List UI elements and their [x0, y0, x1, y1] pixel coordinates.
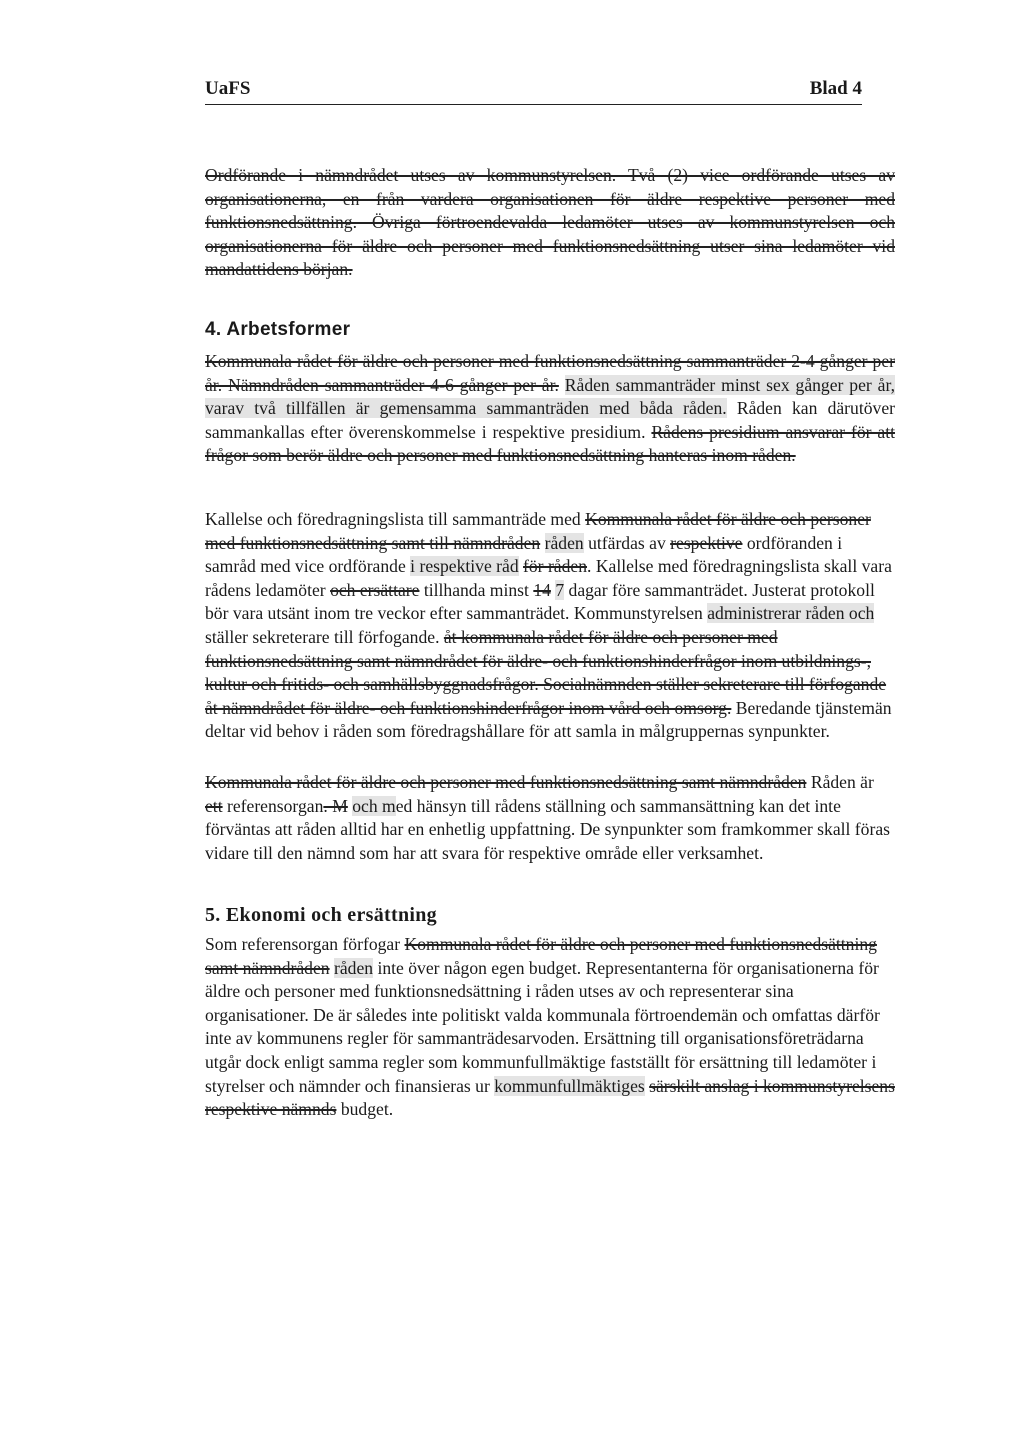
body-text: Kallelse och föredragningslista till sammanträde med [205, 509, 586, 529]
deleted-text: och ersättare [330, 579, 420, 600]
deleted-text: . M [323, 795, 348, 816]
highlighted-text: i respektive råd [410, 556, 519, 577]
deleted-text: Rådens presidium ansvarar för att frågor som berör äldre och personer med funktionsnedsättning hanteras inom råden. [205, 421, 895, 466]
body-text: inte över någon egen budget. Representanterna för organisationerna för äldre och personer med funktionsnedsättning i råden utses av och representerar sina organisationer. De är således inte politiskt valda kommunala förtroendemän och omfattas därför inte av kommunens regler för sammanträdesarvoden. Ersättning till organisationsföreträdarna utgår dock enligt samma regler som kommunfullmäktige fastställt för ersättning till ledamöter i styrelser och nämnder och finansieras ur [205, 957, 880, 1096]
highlighted-text: och m [352, 795, 396, 816]
paragraph-chair [205, 164, 895, 282]
body-text: . Kallelse med föredragningslista skall vara rådens ledamöter [205, 556, 892, 600]
paragraph-notice [205, 508, 895, 744]
body-text: Råden är [806, 772, 874, 792]
body-text: dagar före sammanträdet. Justerat protokoll bör vara utsänt inom tre veckor efter sammanträdet. Kommunstyrelsen [205, 579, 875, 624]
body-text: ed hänsyn till rådens ställning och sammansättning kan det inte förväntas att råden alltid har en enhetlig uppfattning. De synpunkter som framkommer skall föras vidare till den nämnd som har att svara för respektive område eller verksamhet. [205, 795, 890, 863]
section-5 [205, 904, 895, 928]
highlighted-text: råden [334, 957, 374, 978]
page-number: Blad 4 [809, 78, 862, 99]
deleted-text: särskilt anslag i kommunstyrelsens respektive nämnds [205, 1075, 895, 1120]
body-text: Råden kan därutöver sammankallas efter överenskommelse i respektive presidium. [205, 398, 895, 442]
body-text: utfärdas av [583, 532, 671, 553]
text-span [540, 533, 544, 553]
body-text: Beredande tjänstemän deltar vid behov i råden som föredragshållare för att samla in målgruppernas synpunkter. [205, 697, 892, 742]
deleted-text: Kommunala rådet för äldre och personer med funktionsnedsättning samt nämndråden [205, 772, 807, 792]
section-4 [205, 318, 895, 342]
body-text: ordföranden [742, 532, 833, 553]
body-text: tillhanda minst [419, 579, 534, 600]
text-span [559, 375, 565, 395]
deleted-text: ett [205, 795, 223, 816]
header-title: UaFS [205, 78, 251, 99]
highlighted-text: råden [544, 532, 584, 553]
section-heading: 5. Ekonomi och ersättning [205, 904, 437, 926]
body-text: ställer sekreterare till förfogande. [205, 626, 444, 647]
highlighted-text: kommunfullmäktiges [494, 1075, 645, 1096]
highlighted-text: Råden sammanträder minst sex gånger per år, varav två tillfällen är gemensamma sammanträden med båda råden. [205, 374, 895, 419]
paragraph-economy [205, 933, 895, 1122]
page-header [205, 76, 862, 105]
deleted-text: för råden [523, 556, 588, 577]
deleted-text: 14 [533, 579, 551, 600]
highlighted-text: 7 [555, 579, 565, 600]
body-text: Som referensorgan förfogar [205, 934, 405, 954]
deleted-text: åt kommunala rådet för äldre och personer med funktionsnedsättning samt nämndrådet för äldre- och funktionshinderfrågor inom utbildnings-, kultur och fritids- och samhällsbyggnadsfrågor. Socialnämnden ställer sekreterare till förfogande åt nämndrådet för äldre- och funktionshinderfrågor inom vård och omsorg. [205, 626, 887, 718]
body-text: budget. [336, 1099, 394, 1120]
deleted-text: Ordförande i nämndrådet utses av kommunstyrelsen. Två (2) vice ordförande utses av organisationerna, en från vardera organisationen för äldre respektive personer med funktionsnedsättning. Övriga förtroendevalda ledamöter utses av kommunstyrelsen och organisationerna för äldre och personer med funktionsnedsättning utser sina ledamöter vid mandattidens början. [205, 165, 895, 280]
highlighted-text: administrerar råden och [707, 603, 875, 624]
paragraph-reference [205, 771, 895, 865]
deleted-text: Kommunala rådet för äldre och personer med funktionsnedsättning sammanträder 2-4 gånger per år. Nämndråden sammanträder 4-6 gånger per år. [205, 351, 895, 395]
body-text: referensorgan [222, 795, 324, 816]
deleted-text: Kommunala rådet för äldre och personer med funktionsnedsättning samt till nämndråden [205, 509, 871, 553]
paragraph-meetings [205, 350, 895, 468]
section-heading: 4. Arbetsformer [205, 319, 351, 340]
deleted-text: Kommunala rådet för äldre och personer med funktionsnedsättning samt nämndråden [205, 934, 877, 978]
body-text: i samråd med vice ordförande [205, 532, 843, 577]
deleted-text: respektive [670, 532, 743, 553]
